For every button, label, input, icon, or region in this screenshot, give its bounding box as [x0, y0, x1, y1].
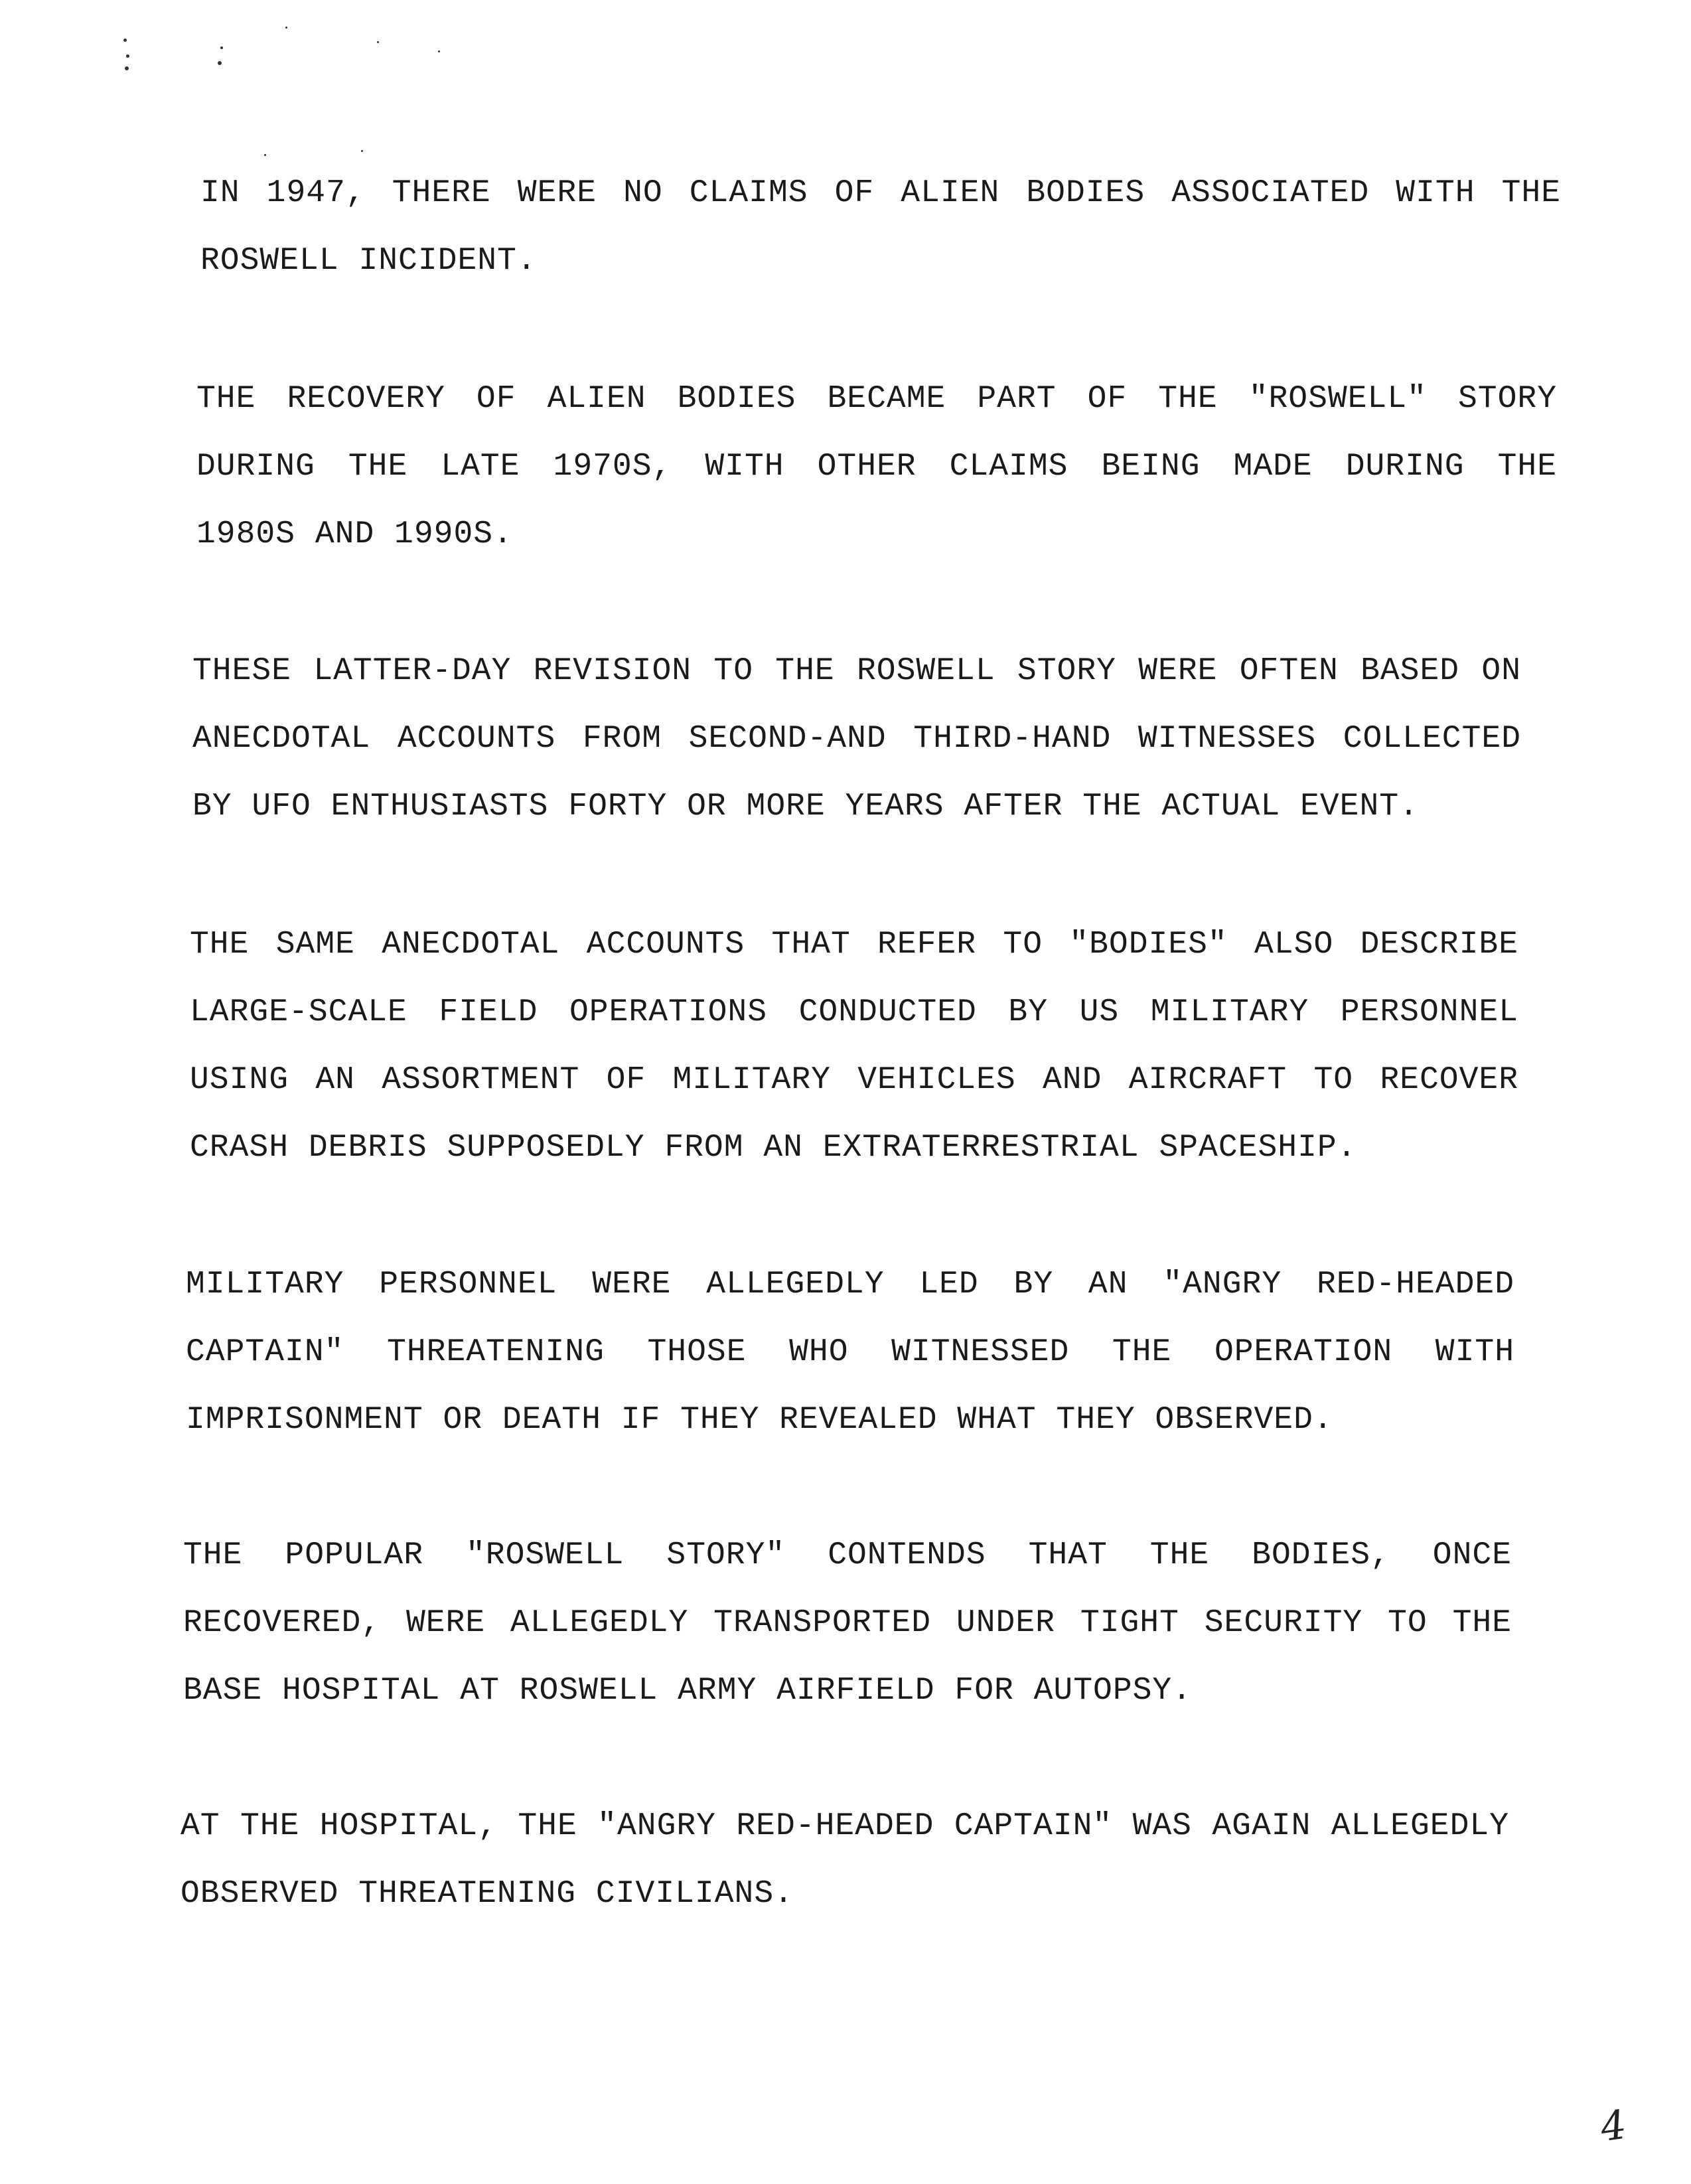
paragraph-line: IN 1947, THERE WERE NO CLAIMS OF ALIEN BODIES ASSOCIATED WITH THE [200, 175, 1561, 211]
paragraph-line: THE RECOVERY OF ALIEN BODIES BECAME PART OF THE "ROSWELL" STORY [196, 381, 1557, 417]
scan-speck [361, 150, 363, 152]
paragraph-line: USING AN ASSORTMENT OF MILITARY VEHICLES AND AIRCRAFT TO RECOVER [190, 1062, 1518, 1098]
paragraph-line: DURING THE LATE 1970S, WITH OTHER CLAIMS BEING MADE DURING THE [196, 449, 1557, 485]
paragraph-line: ANECDOTAL ACCOUNTS FROM SECOND-AND THIRD-HAND WITNESSES COLLECTED [192, 721, 1521, 757]
paragraph-line: OBSERVED THREATENING CIVILIANS. [181, 1876, 794, 1912]
paragraph-line: THE POPULAR "ROSWELL STORY" CONTENDS THAT THE BODIES, ONCE [183, 1537, 1512, 1573]
scan-speck [126, 54, 129, 58]
paragraph-line: THESE LATTER-DAY REVISION TO THE ROSWELL STORY WERE OFTEN BASED ON [192, 653, 1521, 689]
paragraph-6 [183, 1521, 1512, 1725]
paragraph-4 [190, 911, 1518, 1182]
paragraph-line: BY UFO ENTHUSIASTS FORTY OR MORE YEARS AFTER THE ACTUAL EVENT. [192, 789, 1419, 824]
paragraph-line: ROSWELL INCIDENT. [200, 243, 537, 279]
paragraph-line: IMPRISONMENT OR DEATH IF THEY REVEALED WHAT THEY OBSERVED. [186, 1402, 1333, 1438]
paragraph-line: AT THE HOSPITAL, THE "ANGRY RED-HEADED CAPTAIN" WAS AGAIN ALLEGEDLY [181, 1808, 1509, 1844]
scan-speck [438, 50, 440, 52]
scan-speck [123, 39, 127, 42]
page-number: 4 [1597, 2101, 1629, 2151]
paragraph-line: BASE HOSPITAL AT ROSWELL ARMY AIRFIELD FOR AUTOPSY. [183, 1673, 1193, 1709]
paragraph-line: CRASH DEBRIS SUPPOSEDLY FROM AN EXTRATERRESTRIAL SPACESHIP. [190, 1130, 1357, 1166]
paragraph-line: CAPTAIN" THREATENING THOSE WHO WITNESSED THE OPERATION WITH [186, 1334, 1514, 1370]
paragraph-line: 1980S AND 1990S. [196, 516, 513, 552]
scan-speck [218, 61, 222, 65]
paragraph-line: THE SAME ANECDOTAL ACCOUNTS THAT REFER TO "BODIES" ALSO DESCRIBE [190, 927, 1518, 963]
paragraph-line: LARGE-SCALE FIELD OPERATIONS CONDUCTED BY US MILITARY PERSONNEL [190, 994, 1518, 1030]
scan-speck [285, 27, 287, 29]
paragraph-line: MILITARY PERSONNEL WERE ALLEGEDLY LED BY AN "ANGRY RED-HEADED [186, 1267, 1514, 1302]
scan-speck [220, 46, 223, 49]
scan-speck [377, 41, 379, 43]
paragraph-2 [196, 365, 1557, 568]
paragraph-7 [181, 1792, 1509, 1928]
scan-speck [264, 154, 266, 156]
paragraph-line: RECOVERED, WERE ALLEGEDLY TRANSPORTED UNDER TIGHT SECURITY TO THE [183, 1605, 1512, 1641]
scan-speck [125, 66, 129, 70]
paragraph-5 [186, 1251, 1514, 1454]
paragraph-3 [192, 637, 1521, 840]
paragraph-1 [200, 159, 1561, 295]
